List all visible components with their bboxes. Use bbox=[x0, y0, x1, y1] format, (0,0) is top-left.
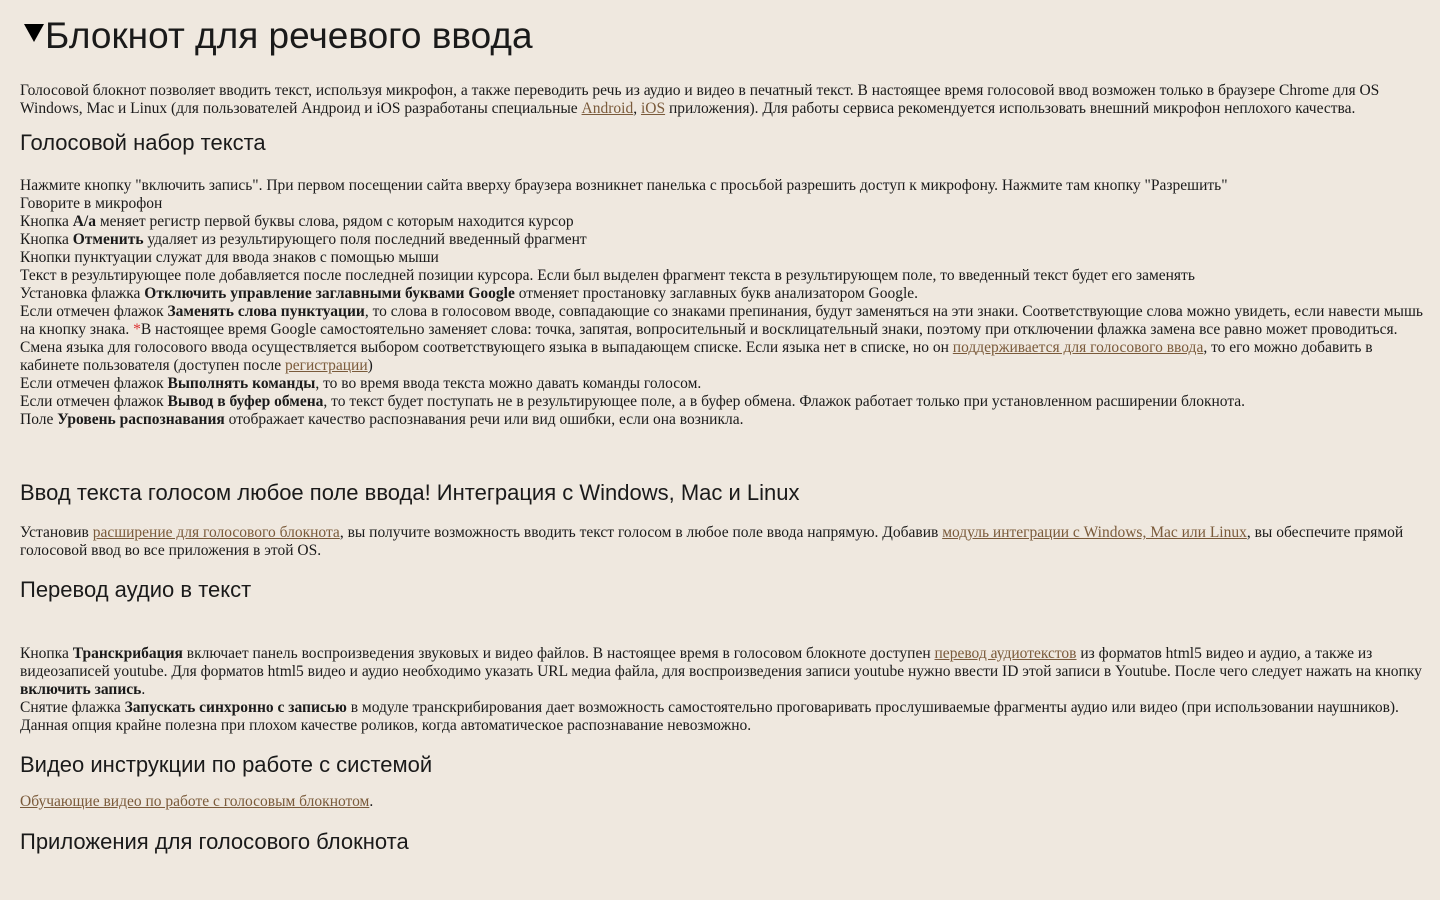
instruction-line: Поле Уровень распознавания отображает качество распознавания речи или вид ошибки, если она возникла. bbox=[20, 411, 744, 428]
voice-typing-instructions bbox=[20, 177, 1424, 429]
instruction-line: Установка флажка Отключить управление заглавными буквами Google отменяет простановку заглавных букв анализатором Google. bbox=[20, 285, 919, 302]
instruction-line: Говорите в микрофон bbox=[20, 195, 163, 212]
page-title: Блокнот для речевого ввода bbox=[0, 14, 1424, 58]
integration-paragraph: Установив расширение для голосового блокнота, вы получите возможность вводить текст голосом в любое поле ввода напрямую. Добавив модуль интеграции с Windows, Mac или Linux, вы обеспечите прямой голосовой ввод во все приложения в этой OS. bbox=[20, 524, 1404, 559]
collapse-triangle-icon[interactable] bbox=[24, 24, 44, 42]
section-heading-video-instructions: Видео инструкции по работе с системой bbox=[20, 752, 433, 777]
integration-module-link[interactable]: модуль интеграции с Windows, Mac или Linux bbox=[942, 524, 1247, 541]
section-heading-apps: Приложения для голосового блокнота bbox=[20, 829, 409, 854]
instruction-line: Если отмечен флажок Выполнять команды, то во время ввода текста можно давать команды голосом. bbox=[20, 375, 702, 392]
section-heading-audio-to-text: Перевод аудио в текст bbox=[20, 577, 252, 602]
section-heading-voice-typing: Голосовой набор текста bbox=[20, 130, 266, 155]
audio-transcription-link[interactable]: перевод аудиотекстов bbox=[934, 645, 1077, 662]
instruction-line: Смена языка для голосового ввода осуществляется выбором соответствующего языка в выпадающем списке. Если языка нет в списке, но он поддерживается для голосового ввода, то его можно добавить в кабинете пользователя (доступен после регистрации) bbox=[20, 339, 1373, 374]
ios-link[interactable]: iOS bbox=[640, 100, 666, 117]
instruction-line: Кнопка A/a меняет регистр первой буквы слова, рядом с которым находится курсор bbox=[20, 213, 574, 230]
training-videos-link[interactable]: Обучающие видео по работе с голосовым блокнотом bbox=[20, 793, 370, 810]
transcription-paragraph: Кнопка Транскрибация включает панель воспроизведения звуковых и видео файлов. В настоящее время в голосовом блокноте доступен перевод аудиотекстов из форматов html5 видео и аудио, а также из видеозаписей youtube. Для форматов html5 видео и аудио необходимо указать URL медиа файла, для воспроизведения записи youtube нужно ввести ID этой записи в Youtube. После чего следует нажать на кнопку включить запись. bbox=[20, 645, 1422, 698]
android-link[interactable]: Android bbox=[581, 100, 634, 117]
instruction-line: Если отмечен флажок Вывод в буфер обмена, то текст будет поступать не в результирующее поле, а в буфер обмена. Флажок работает только при установленном расширении блокнота. bbox=[20, 393, 1246, 410]
audio-to-text-text bbox=[20, 645, 1424, 735]
intro-paragraph: Голосовой блокнот позволяет вводить текст, используя микрофон, а также переводить речь из аудио и видео в печатный текст. В настоящее время голосовой ввод возможен только в браузере Chrome для OS Windows, Mac и Linux (для пользователей Андроид и iOS разработаны специальные Android, iOS приложения). Для работы сервиса рекомендуется использовать внешний микрофон неплохого качества. bbox=[20, 82, 1380, 117]
instruction-line: Кнопка Отменить удаляет из результирующего поля последний введенный фрагмент bbox=[20, 231, 587, 248]
extension-link[interactable]: расширение для голосового блокнота bbox=[92, 524, 340, 541]
instruction-line: Текст в результирующее поле добавляется после последней позиции курсора. Если был выделен фрагмент текста в результирующем поле, то введенный текст будет его заменять bbox=[20, 267, 1195, 284]
registration-link[interactable]: регистрации bbox=[285, 357, 368, 374]
section-heading-integration: Ввод текста голосом любое поле ввода! Интеграция с Windows, Mac и Linux bbox=[20, 480, 800, 505]
sync-paragraph: Снятие флажка Запускать синхронно с записью в модуле транскрибирования дает возможность самостоятельно проговаривать прослушиваемые фрагменты аудио или видео (при использовании наушников). Данная опция крайне полезна при плохом качестве роликов, когда автоматическое распознавание невозможно. bbox=[20, 699, 1399, 734]
video-instructions-paragraph: Обучающие видео по работе с голосовым блокнотом. bbox=[20, 793, 374, 810]
instruction-line: Кнопки пунктуации служат для ввода знаков с помощью мыши bbox=[20, 249, 439, 266]
instruction-line: Если отмечен флажок Заменять слова пунктуации, то слова в голосовом вводе, совпадающие со знаками препинания, будут заменяться на эти знаки. Соответствующие слова можно увидеть, если навести мышь на кнопку знака. *В настоящее время Google самостоятельно заменяет слова: точка, запятая, вопросительный и восклицательный знаки, поэтому при отключении флажка замена все равно может проводиться. bbox=[20, 303, 1423, 338]
supported-languages-link[interactable]: поддерживается для голосового ввода bbox=[952, 339, 1204, 356]
instruction-line: Нажмите кнопку "включить запись". При первом посещении сайта вверху браузера возникнет панелька с просьбой разрешить доступ к микрофону. Нажмите там кнопку "Разрешить" bbox=[20, 177, 1228, 194]
